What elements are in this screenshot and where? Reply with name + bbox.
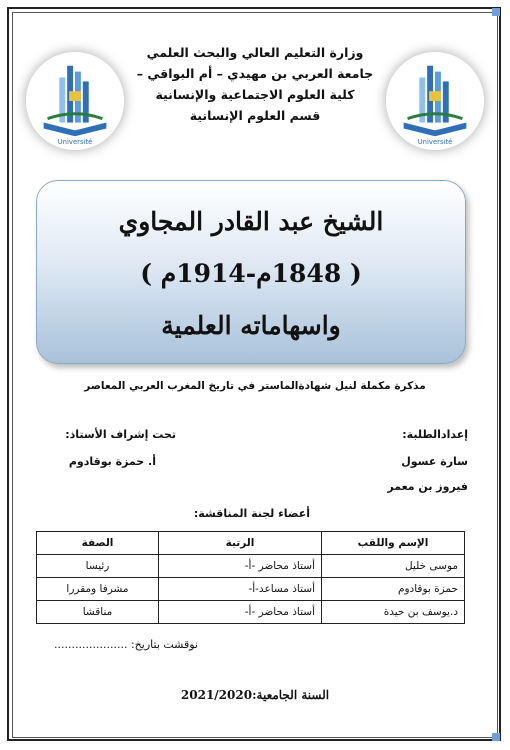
jury-header-role: الصفة xyxy=(37,532,159,555)
discussion-date-label: نوقشت بتاريخ: xyxy=(130,638,198,651)
ministry-name: وزارة التعليم العالي والبحث العلمي xyxy=(146,45,364,60)
jury-member-rank: أستاذ محاضر -أ- xyxy=(159,555,322,578)
thesis-subtitle: مذكرة مكملة لنيل شهادةالماستر في تاريخ المغرب العربي المعاصر xyxy=(84,380,426,392)
university-name: جامعة العربي بن مهيدي – أم البواقي – xyxy=(136,66,374,81)
department-name: قسم العلوم الإنسانية xyxy=(189,108,321,123)
svg-text:Université: Université xyxy=(417,138,453,147)
supervision-label: تحت إشراف الأستاذ: xyxy=(65,428,176,441)
supervisor-name: أ. حمزة بوقادوم xyxy=(68,455,156,468)
table-row xyxy=(37,601,465,624)
jury-header-name: الإسم واللقب xyxy=(322,532,465,555)
jury-member-name: د.يوسف بن حيدة xyxy=(322,601,465,624)
thesis-title-line-1: الشيخ عبد القادر المجاوي xyxy=(118,207,384,236)
corner-accent-bottom-right xyxy=(492,733,500,741)
svg-text:Université: Université xyxy=(57,138,93,147)
jury-table xyxy=(36,531,465,624)
academic-year-value: 2021/2020 xyxy=(180,688,253,702)
thesis-title-box xyxy=(36,180,466,364)
institution-header xyxy=(130,42,380,126)
academic-year-label: السنة الجامعية: xyxy=(252,688,330,702)
jury-member-role: رئيسا xyxy=(37,555,159,578)
jury-header-rank: الرتبة xyxy=(159,532,322,555)
university-logo-left xyxy=(26,52,124,150)
university-logo-right xyxy=(386,52,484,150)
academic-year xyxy=(0,688,510,702)
corner-accent-top-right xyxy=(492,8,500,16)
table-row xyxy=(37,555,465,578)
jury-member-rank: أستاذ محاضر -أ- xyxy=(159,601,322,624)
discussion-date xyxy=(54,638,198,651)
discussion-date-dots: ..................... xyxy=(54,638,128,651)
thesis-title-line-3: واسهاماته العلمية xyxy=(161,311,341,340)
jury-member-name: حمزة بوقادوم xyxy=(322,578,465,601)
jury-member-role: مناقشا xyxy=(37,601,159,624)
student-name-2: فيروز بن معمر xyxy=(387,480,468,493)
jury-member-name: موسى خليل xyxy=(322,555,465,578)
jury-member-rank: أستاذ مساعد-أ- xyxy=(159,578,322,601)
jury-member-role: مشرفا ومقررا xyxy=(37,578,159,601)
thesis-title-line-2: ( 1848م-1914م ) xyxy=(140,259,362,288)
prepared-by-label: إعدادالطلبة: xyxy=(402,428,468,441)
table-row xyxy=(37,578,465,601)
jury-label: أعضاء لجنة المناقشة: xyxy=(193,507,310,520)
jury-table-header xyxy=(37,532,465,555)
faculty-name: كلية العلوم الاجتماعية والإنسانية xyxy=(155,87,355,102)
student-name-1: سارة عسول xyxy=(401,455,468,468)
